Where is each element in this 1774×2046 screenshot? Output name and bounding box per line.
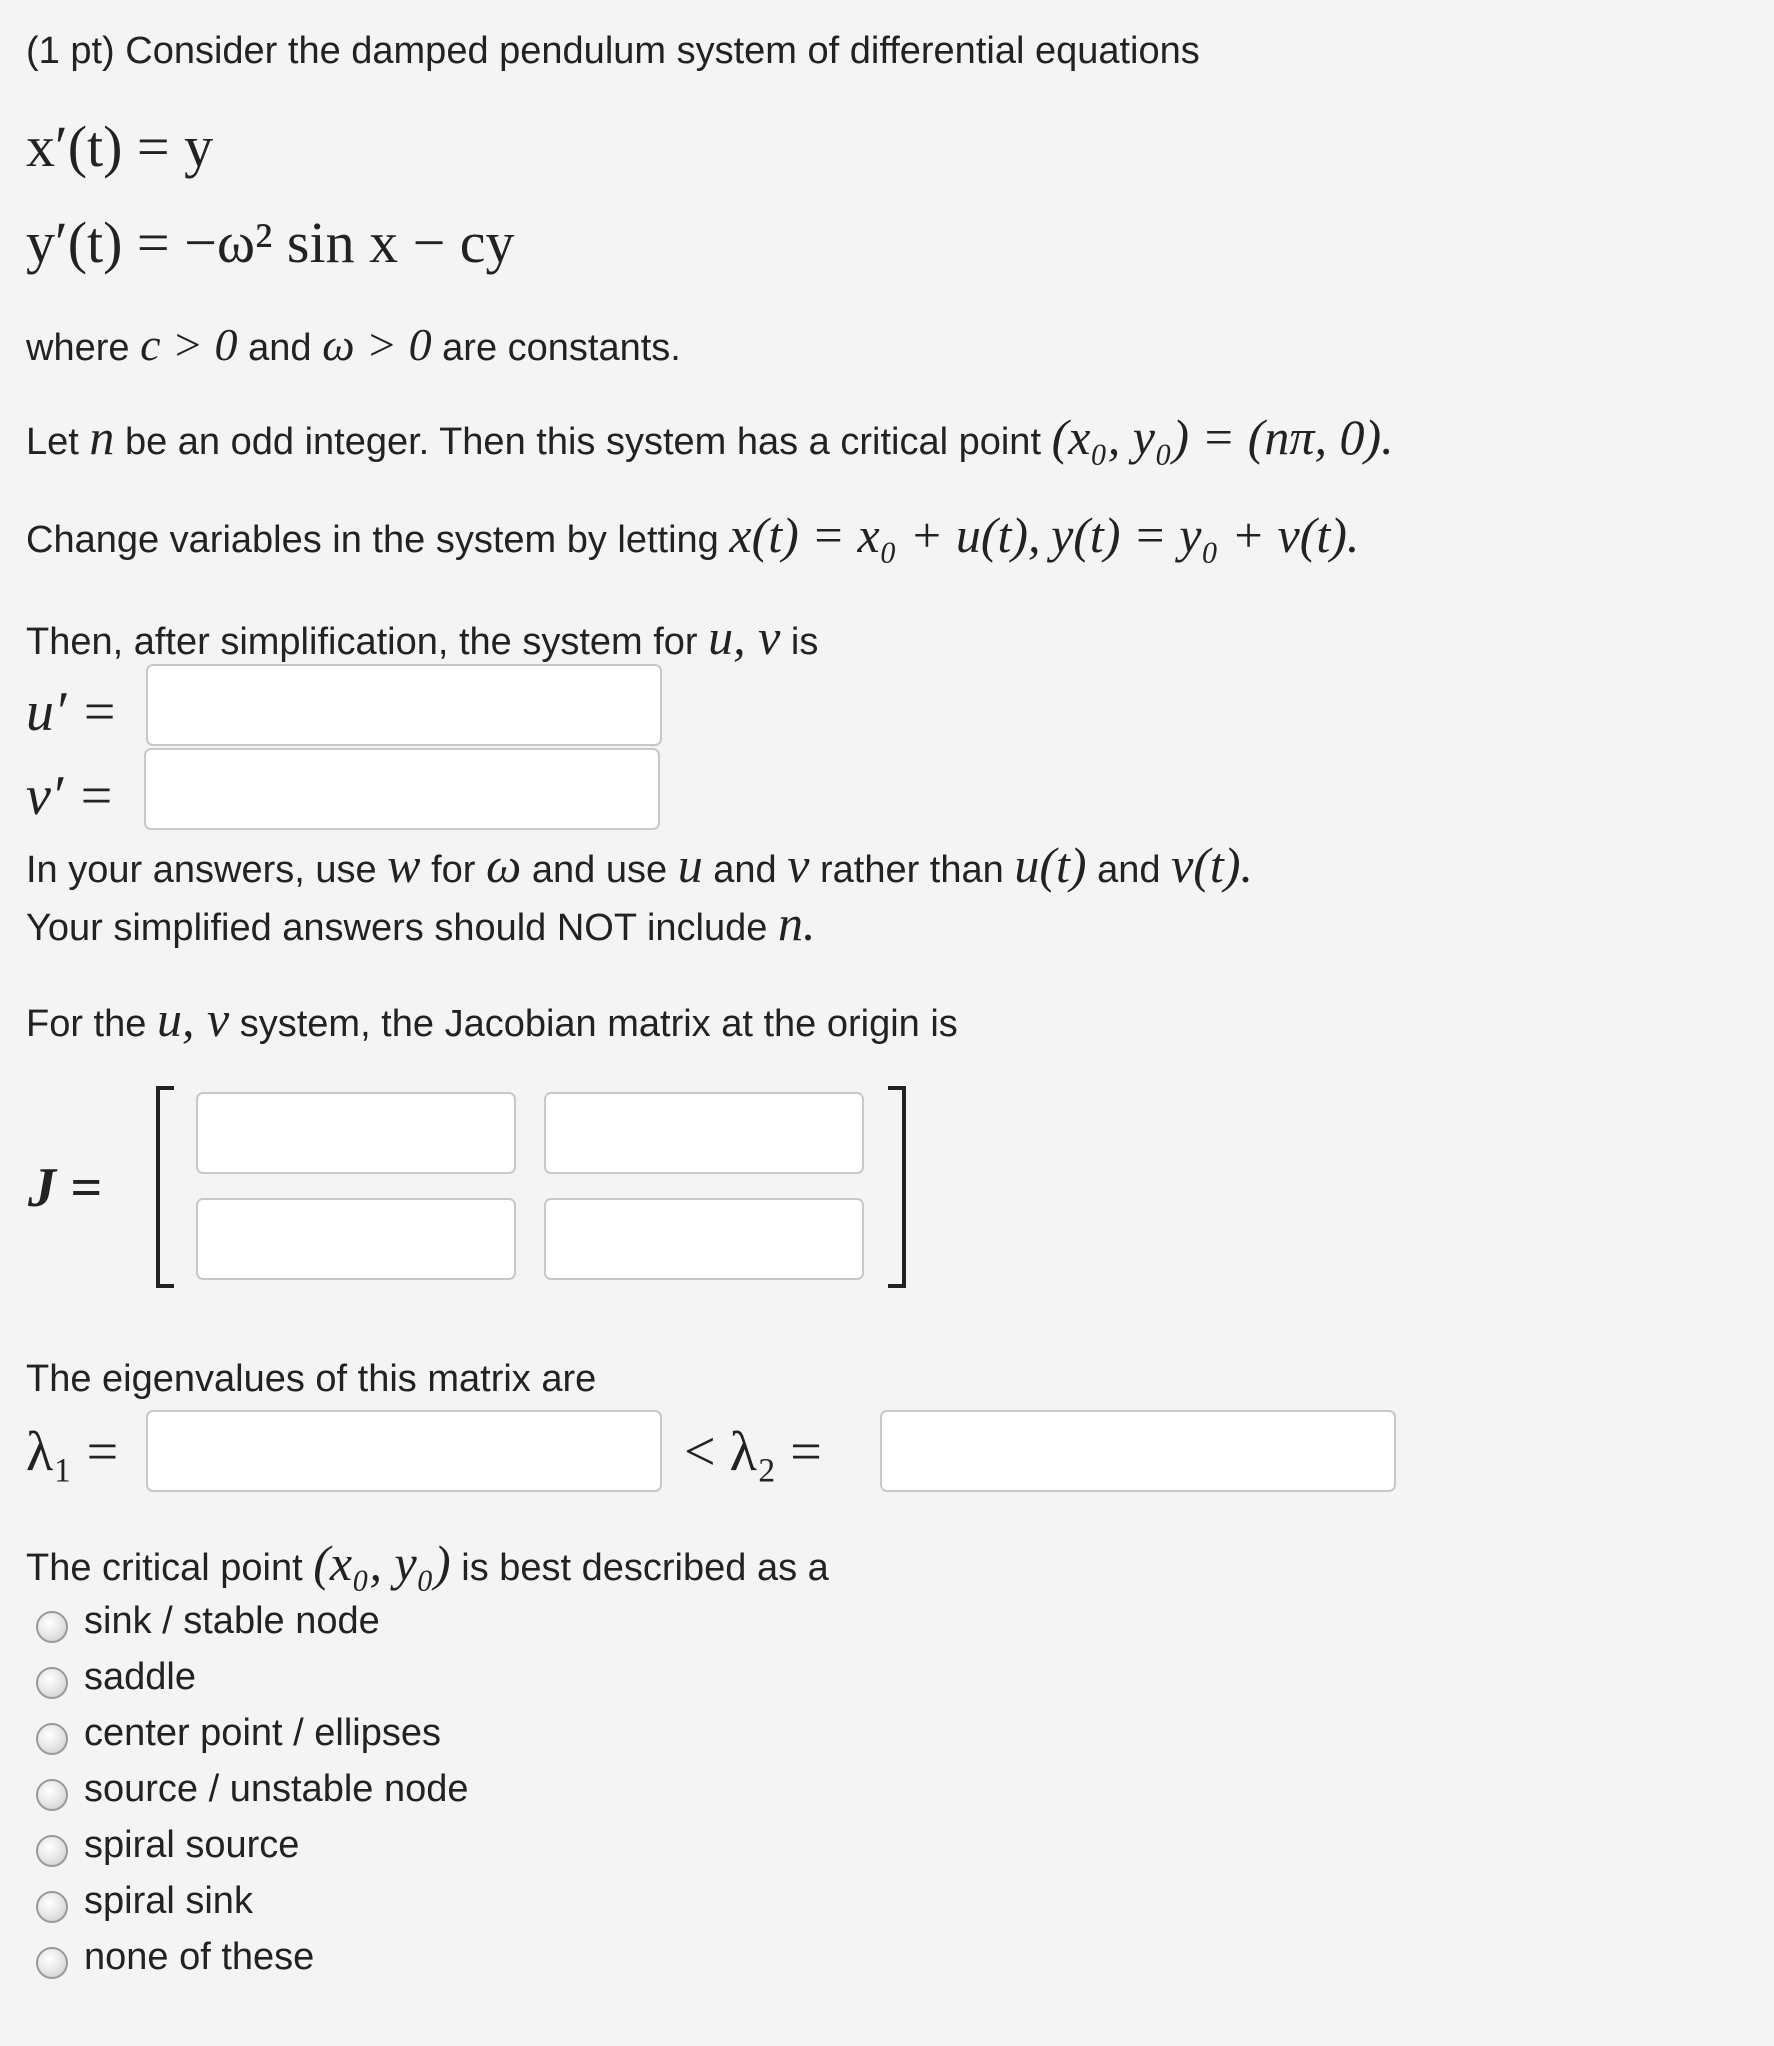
classify-point: (x₀, y₀) [313, 1535, 451, 1591]
problem-intro: (1 pt) Consider the damped pendulum system of differential equations [26, 30, 1200, 72]
radio-option[interactable] [36, 1936, 314, 1979]
system-intro-line [26, 609, 819, 665]
radio-button[interactable] [36, 1667, 68, 1699]
instr-text-d: and [713, 849, 777, 891]
radio-button[interactable] [36, 1723, 68, 1755]
critical-point-expr: (x₀, y₀) = (nπ, 0). [1051, 409, 1394, 465]
matrix-right-bracket [888, 1086, 906, 1288]
instr-text-a: In your answers, use [26, 849, 377, 891]
lambda1-label: λ₁ = [26, 1421, 119, 1483]
jacobian-label: J = [28, 1157, 102, 1219]
instr-text-b: for [431, 849, 476, 891]
constants-and: and [248, 327, 312, 369]
constants-line [26, 319, 681, 370]
critical-n: n [89, 409, 115, 465]
equation-x-prime: x′(t) = y [26, 114, 214, 179]
radio-option[interactable] [36, 1824, 299, 1867]
jacobian-input-22[interactable] [544, 1198, 864, 1280]
radio-label: none of these [84, 1936, 315, 1978]
change-sub-x: x(t) = x₀ + u(t), [729, 507, 1041, 563]
equation-y-prime: y′(t) = −ω² sin x − cy [26, 210, 515, 275]
critical-point-line [26, 409, 1394, 465]
constant-c-condition: c > 0 [140, 319, 238, 370]
radio-option[interactable] [36, 1656, 196, 1699]
radio-label: center point / ellipses [84, 1712, 441, 1754]
lambda1-input[interactable] [146, 1410, 662, 1492]
constants-where: where [26, 327, 130, 369]
jacobian-intro-line [26, 991, 958, 1047]
instr-v: v [787, 837, 810, 893]
jacobian-input-21[interactable] [196, 1198, 516, 1280]
matrix-left-bracket [156, 1086, 174, 1288]
radio-option[interactable] [36, 1600, 380, 1643]
instr-text-e: rather than [819, 849, 1004, 891]
jacobian-input-11[interactable] [196, 1092, 516, 1174]
instructions-line-2 [26, 895, 816, 951]
critical-let: Let [26, 421, 79, 463]
constant-omega-condition: ω > 0 [322, 319, 432, 370]
instr-text-f: and [1097, 849, 1161, 891]
instructions-line-1 [26, 837, 1253, 893]
instr-u: u [677, 837, 703, 893]
radio-label: source / unstable node [84, 1768, 469, 1810]
instr-w: w [387, 837, 421, 893]
system-vars: u, v [708, 609, 781, 665]
jacobian-vars: u, v [156, 991, 230, 1047]
classify-text-b: is best described as a [461, 1547, 829, 1589]
v-prime-input[interactable] [144, 748, 660, 830]
change-sub-y: y(t) = y₀ + v(t). [1051, 507, 1360, 563]
u-prime-input[interactable] [146, 664, 662, 746]
instr-ut: u(t) [1014, 837, 1087, 893]
system-text: Then, after simplification, the system for [26, 621, 698, 663]
radio-label: spiral source [84, 1824, 300, 1866]
critical-text: be an odd integer. Then this system has a critical point [124, 421, 1041, 463]
instr-text-c: and use [531, 849, 668, 891]
eigenvalues-intro: The eigenvalues of this matrix are [26, 1358, 597, 1400]
radio-button[interactable] [36, 1947, 68, 1979]
lambda2-input[interactable] [880, 1410, 1396, 1492]
jacobian-text-b: system, the Jacobian matrix at the origin is [239, 1003, 958, 1045]
lambda2-label: < λ₂ = [684, 1421, 822, 1483]
radio-option[interactable] [36, 1712, 441, 1755]
jacobian-input-12[interactable] [544, 1092, 864, 1174]
radio-button[interactable] [36, 1779, 68, 1811]
instr-omega: ω [486, 837, 522, 893]
jacobian-text-a: For the [26, 1003, 147, 1045]
instr2-n: n. [777, 895, 816, 951]
v-prime-label: v′ = [26, 765, 115, 827]
u-prime-label: u′ = [26, 681, 119, 743]
classify-text-a: The critical point [26, 1547, 303, 1589]
radio-label: sink / stable node [84, 1600, 380, 1642]
system-is: is [790, 621, 819, 663]
constants-rest: are constants. [442, 327, 681, 369]
classify-intro-line [26, 1535, 829, 1591]
instr2-text: Your simplified answers should NOT include [26, 907, 768, 949]
radio-option[interactable] [36, 1880, 253, 1923]
radio-button[interactable] [36, 1611, 68, 1643]
change-variables-line [26, 507, 1360, 563]
change-text: Change variables in the system by letting [26, 519, 719, 561]
radio-option[interactable] [36, 1768, 469, 1811]
radio-button[interactable] [36, 1835, 68, 1867]
radio-button[interactable] [36, 1891, 68, 1923]
radio-label: saddle [84, 1656, 196, 1698]
radio-label: spiral sink [84, 1880, 253, 1922]
instr-vt: v(t). [1171, 837, 1253, 893]
